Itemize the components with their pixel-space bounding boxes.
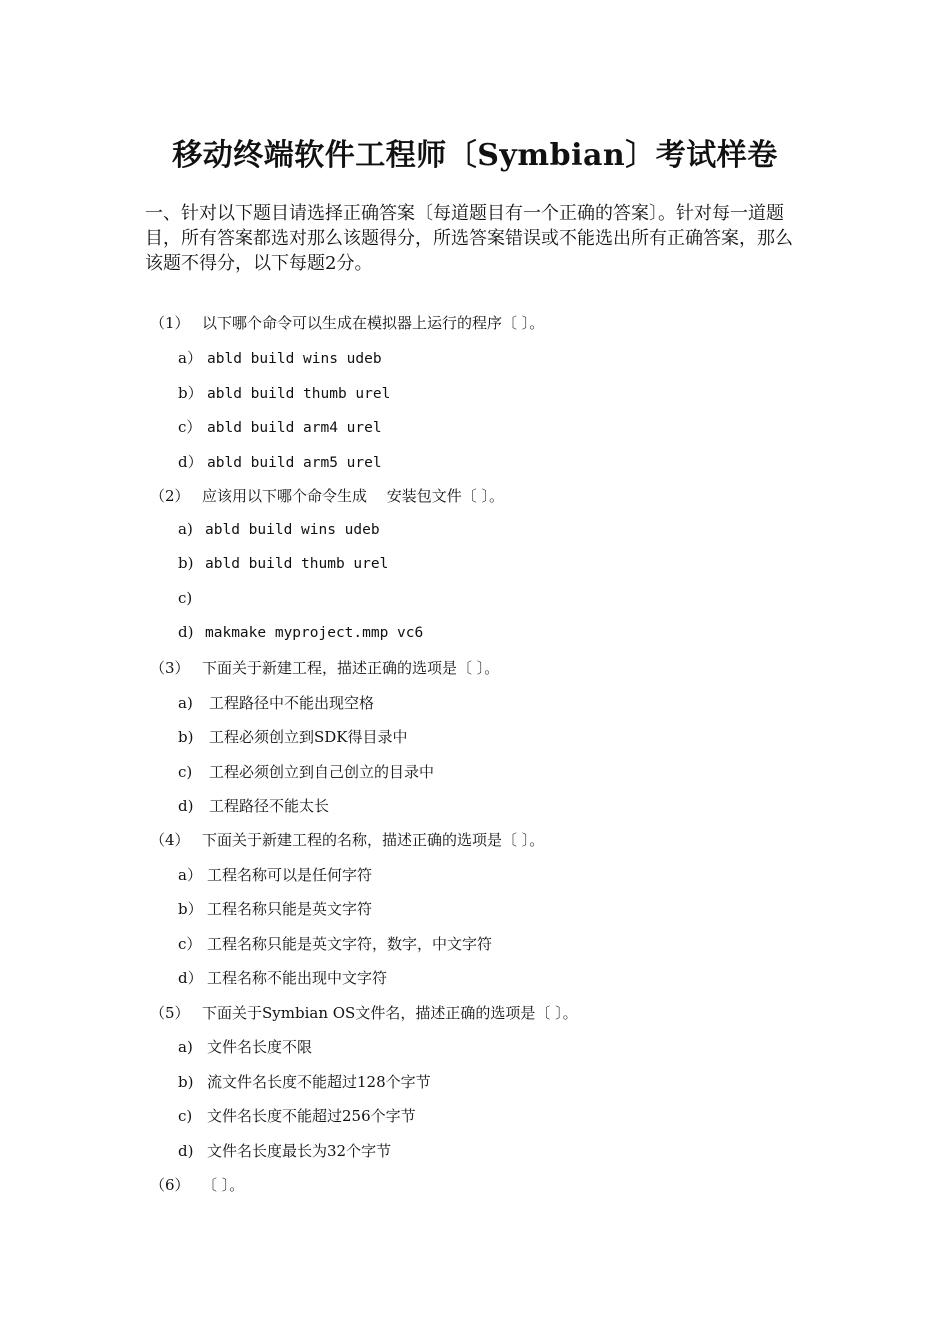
question-number: （6）	[150, 1176, 190, 1194]
question-text: 下面关于新建工程，描述正确的选项是〔 〕。	[202, 659, 500, 677]
option-5b: b) 流文件名长度不能超过128个字节	[178, 1073, 431, 1091]
option-1c: c） abld build arm4 urel	[178, 418, 382, 436]
option-4c: c） 工程名称只能是英文字符，数字，中文字符	[178, 935, 493, 953]
option-3a: a) 工程路径中不能出现空格	[178, 694, 375, 712]
option-2b: b) abld build thumb urel	[178, 554, 389, 572]
question-number: （5）	[150, 1004, 190, 1022]
option-4b: b） 工程名称只能是英文字符	[178, 900, 373, 918]
question-3	[150, 657, 499, 678]
option-2c: c)	[178, 589, 193, 607]
question-text: 下面关于新建工程的名称，描述正确的选项是〔 〕。	[202, 831, 545, 849]
option-3d: d) 工程路径不能太长	[178, 797, 330, 815]
section-intro: 一、针对以下题目请选择正确答案〔每道题目有一个正确的答案〕。针对每一道题目，所有答案都选对那么该题得分，所选答案错误或不能选出所有正确答案，那么该题不得分，以下每题2分。	[145, 203, 793, 274]
option-4a: a） 工程名称可以是任何字符	[178, 866, 373, 884]
question-4	[150, 829, 544, 850]
option-2a: a) abld build wins udeb	[178, 520, 380, 538]
option-5c: c) 文件名长度不能超过256个字节	[178, 1107, 416, 1125]
question-text: 应该用以下哪个命令生成 安装包文件〔 〕。	[202, 487, 505, 505]
question-number: （4）	[150, 831, 190, 849]
question-5	[150, 1002, 578, 1023]
option-5d: d) 文件名长度最长为32个字节	[178, 1142, 392, 1160]
option-1d: d） abld build arm5 urel	[178, 453, 382, 471]
document-title: 移动终端软件工程师〔Symbian〕考试样卷	[172, 138, 778, 173]
question-number: （2）	[150, 487, 190, 505]
question-text: 以下哪个命令可以生成在模拟器上运行的程序〔 〕。	[202, 314, 545, 332]
question-number: （3）	[150, 659, 190, 677]
question-1	[150, 312, 544, 333]
option-4d: d） 工程名称不能出现中文字符	[178, 969, 388, 987]
question-6	[150, 1174, 244, 1195]
option-2d: d) makmake myproject.mmp vc6	[178, 623, 424, 641]
option-5a: a) 文件名长度不限	[178, 1038, 313, 1056]
question-number: （1）	[150, 314, 190, 332]
option-3b: b) 工程必须创立到SDK得目录中	[178, 728, 408, 746]
question-text: 下面关于Symbian OS文件名，描述正确的选项是〔 〕。	[202, 1004, 578, 1022]
option-1b: b） abld build thumb urel	[178, 384, 391, 402]
question-text: 〔 〕。	[202, 1176, 245, 1194]
question-2	[150, 485, 504, 506]
option-1a: a） abld build wins udeb	[178, 349, 382, 367]
option-3c: c) 工程必须创立到自己创立的目录中	[178, 763, 435, 781]
